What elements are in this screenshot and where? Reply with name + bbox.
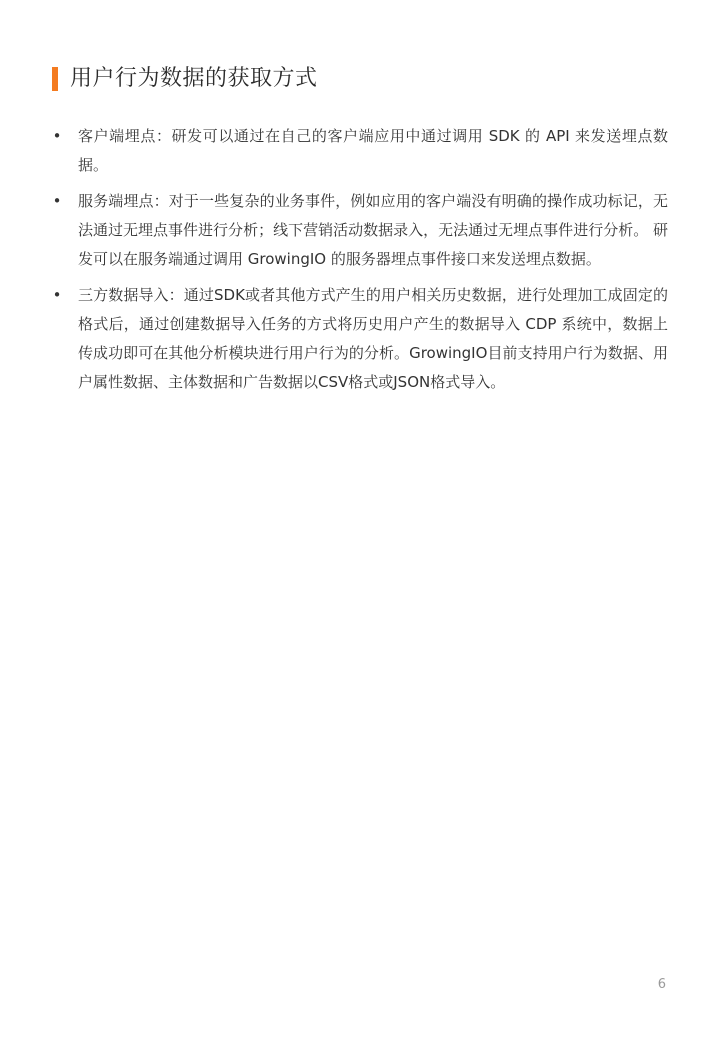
list-item xyxy=(52,281,668,397)
heading-accent-bar xyxy=(52,67,58,91)
list-item xyxy=(52,122,668,180)
list-item-text: 服务端埋点：对于一些复杂的业务事件，例如应用的客户端没有明确的操作成功标记，无法通过无埋点事件进行分析；线下营销活动数据录入，无法通过无埋点事件进行分析。 研发可以在服务端通过调用 GrowingIO 的服务器埋点事件接口来发送埋点数据。 xyxy=(78,192,668,268)
list-item xyxy=(52,187,668,274)
bullet-list xyxy=(52,122,668,404)
heading-title: 用户行为数据的获取方式 xyxy=(70,66,318,91)
bullet-marker: • xyxy=(52,286,62,304)
bullet-marker: • xyxy=(52,192,62,210)
list-item-text: 三方数据导入：通过SDK或者其他方式产生的用户相关历史数据，进行处理加工成固定的格式后，通过创建数据导入任务的方式将历史用户产生的数据导入 CDP 系统中，数据上传成功即可在其他分析模块进行用户行为的分析。GrowingIO目前支持用户行为数据、用户属性数据、主体数据和广告数据以CSV格式或JSON格式导入。 xyxy=(78,286,668,391)
section-heading xyxy=(52,64,318,94)
page-number: 6 xyxy=(657,977,666,992)
bullet-marker: • xyxy=(52,127,62,145)
list-item-text: 客户端埋点：研发可以通过在自己的客户端应用中通过调用 SDK 的 API 来发送埋点数据。 xyxy=(78,127,668,174)
